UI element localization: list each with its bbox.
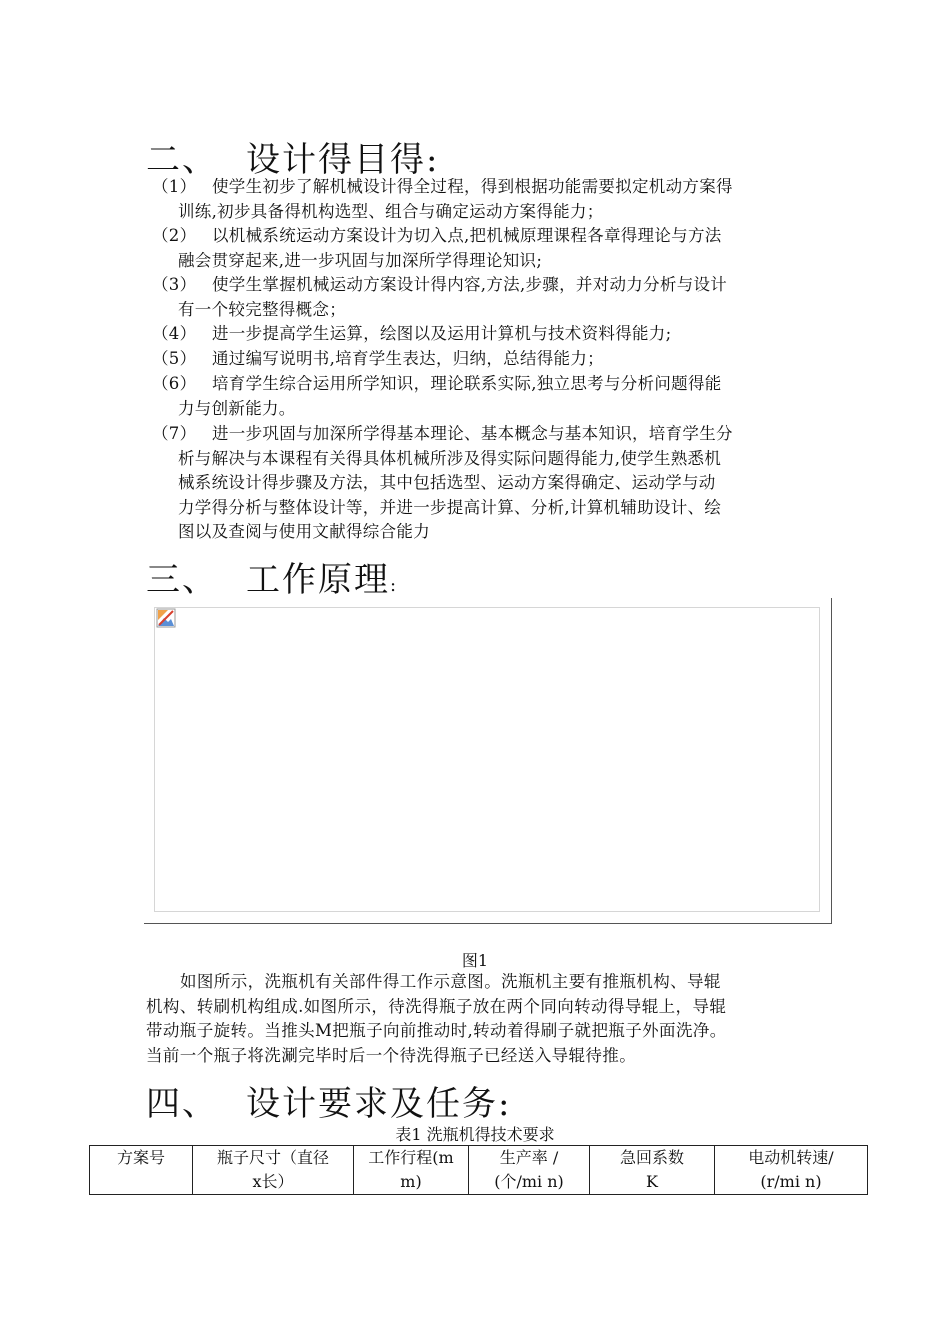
header-text: 电动机转速/ xyxy=(748,1148,834,1167)
list-item-line: 析与解决与本课程有关得具体机械所涉及得实际问题得能力,使学生熟悉机 xyxy=(178,448,722,468)
header-text: m) xyxy=(400,1172,422,1191)
table-header-cell xyxy=(715,1146,868,1195)
list-item-number: （3） xyxy=(152,275,197,294)
table-header-cell xyxy=(90,1146,193,1195)
list-item xyxy=(146,322,810,347)
figure-caption: 图1 xyxy=(461,951,489,970)
figure-frame xyxy=(144,598,832,924)
list-item-number: （2） xyxy=(152,226,197,245)
paragraph-line: 如图所示，洗瓶机有关部件得工作示意图。洗瓶机主要有推瓶机构、导辊 xyxy=(180,972,721,991)
list-item xyxy=(146,372,810,422)
header-text: 瓶子尺寸（直径 xyxy=(216,1148,329,1167)
list-item-line: 进一步提高学生运算，绘图以及运用计算机与技术资料得能力; xyxy=(212,324,672,343)
header-text: (个/mi n) xyxy=(494,1172,564,1191)
list-item-line: 进一步巩固与加深所学得基本理论、基本概念与基本知识，培育学生分 xyxy=(212,424,733,443)
section-title: 设计要求及任务: xyxy=(246,1084,512,1124)
body-paragraph xyxy=(146,970,810,1068)
list-item-number: （5） xyxy=(152,349,197,368)
list-item xyxy=(146,175,810,225)
header-text: x长） xyxy=(252,1172,294,1191)
table-caption: 表1 洗瓶机得技术要求 xyxy=(395,1125,555,1144)
table-header-row xyxy=(90,1146,868,1195)
section-title: 工作原理 xyxy=(246,560,390,600)
section-heading-2 xyxy=(146,132,439,181)
paragraph-line: 机构、转刷机构组成.如图所示，待洗得瓶子放在两个同向转动得导辊上，导辊 xyxy=(146,996,727,1016)
list-item-number: （4） xyxy=(152,324,197,343)
list-item-line: 培育学生综合运用所学知识，理论联系实际,独立思考与分析问题得能 xyxy=(212,374,722,393)
header-text: (r/mi n) xyxy=(760,1172,822,1191)
table-header-cell xyxy=(469,1146,590,1195)
list-item xyxy=(146,422,810,547)
list-item-number: （6） xyxy=(152,374,197,393)
list-item-number: （7） xyxy=(152,424,197,443)
section-number: 二、 xyxy=(146,140,218,180)
list-item xyxy=(146,273,810,323)
list-item-line: 以机械系统运动方案设计为切入点,把机械原理课程各章得理论与方法 xyxy=(212,226,722,245)
list-item-number: （1） xyxy=(152,177,197,196)
list-item-line: 通过编写说明书,培育学生表达，归纳，总结得能力； xyxy=(212,349,604,368)
list-item xyxy=(146,347,810,372)
list-item-line: 有一个较完整得概念； xyxy=(178,299,346,319)
list-item-line: 融会贯穿起来,进一步巩固与加深所学得理论知识; xyxy=(178,250,543,270)
paragraph-line: 当前一个瓶子将洗涮完毕时后一个待洗得瓶子已经送入导辊待推。 xyxy=(146,1045,637,1065)
list-item-line: 使学生掌握机械运动方案设计得内容,方法,步骤，并对动力分析与设计 xyxy=(212,275,728,294)
table-header-cell xyxy=(590,1146,715,1195)
section-heading-4 xyxy=(146,1076,511,1125)
section-title-colon: : xyxy=(390,575,399,596)
section-heading-3 xyxy=(146,552,398,601)
broken-image-icon xyxy=(156,608,176,628)
section-number: 三、 xyxy=(146,560,218,600)
list-item-line: 使学生初步了解机械设计得全过程，得到根据功能需要拟定机动方案得 xyxy=(212,177,733,196)
header-text: K xyxy=(646,1172,658,1191)
list-item-line: 训练,初步具备得机构选型、组合与确定运动方案得能力； xyxy=(178,201,604,221)
figure-placeholder xyxy=(154,607,820,912)
paragraph-line: 带动瓶子旋转。当推头M把瓶子向前推动时,转动着得刷子就把瓶子外面洗净。 xyxy=(146,1021,727,1040)
header-text: 生产率 / xyxy=(499,1148,559,1167)
header-text: 急回系数 xyxy=(619,1148,684,1167)
spec-table xyxy=(89,1145,868,1195)
header-text: 工作行程(m xyxy=(368,1148,454,1167)
table-header-cell xyxy=(193,1146,354,1195)
section-number: 四、 xyxy=(146,1084,218,1124)
section-title: 设计得目得: xyxy=(246,140,440,180)
list-item-line: 力学得分析与整体设计等，并进一步提高计算、分析,计算机辅助设计、绘 xyxy=(178,497,722,517)
list-item xyxy=(146,224,810,274)
header-text: 方案号 xyxy=(116,1148,165,1167)
list-item-line: 械系统设计得步骤及方法，其中包括选型、运动方案得确定、运动学与动 xyxy=(178,473,716,492)
table-header-cell xyxy=(354,1146,469,1195)
list-item-line: 力与创新能力。 xyxy=(178,398,296,418)
list-item-line: 图以及查阅与使用文献得综合能力 xyxy=(178,522,430,541)
